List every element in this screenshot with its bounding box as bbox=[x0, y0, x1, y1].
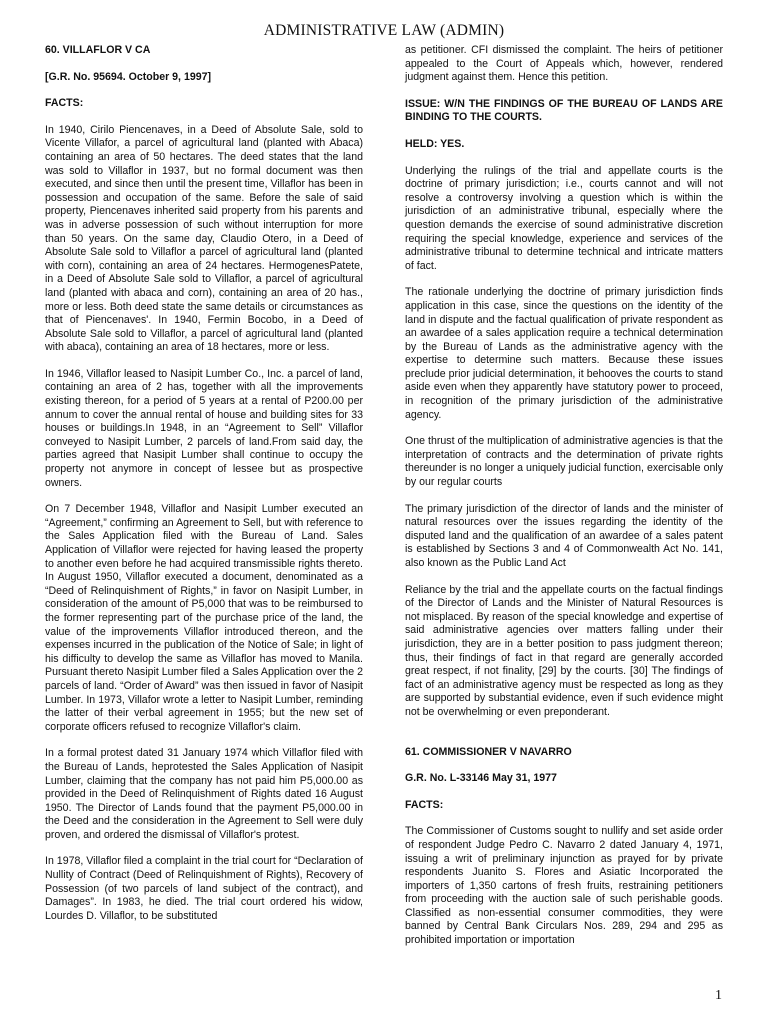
issue-heading: ISSUE: W/N THE FINDINGS OF THE BUREAU OF LANDS ARE BINDING TO THE COURTS. bbox=[405, 97, 723, 124]
left-column bbox=[45, 44, 363, 923]
case-citation: [G.R. No. 95694. October 9, 1997] bbox=[45, 70, 212, 83]
facts-paragraph: In 1946, Villaflor leased to Nasipit Lumber Co., Inc. a parcel of land, containing an area of 2 has, together with all the improvements existing thereon, for a period of 5 years at a rental of P200.00 per annum to cover the annual rental of house and building sites for 33 houses or buildings.In 1948, in an “Agreement to Sell” Villaflor conveyed to Nasipit Lumber, 2 parcels of land.From said day, the parties agreed that Nasipit Lumber shall continue to occupy the property not anymore in concept of lessee but as prospective owners. bbox=[45, 367, 363, 489]
ruling-paragraph: The primary jurisdiction of the director of lands and the minister of natural resources over the issues regarding the identity of the disputed land and the qualification of an awardee of a sales patent is established by Sections 3 and 4 of Commonwealth Act No. 141, also known as the Public Land Act bbox=[405, 502, 723, 569]
case2-facts-label: FACTS: bbox=[405, 798, 444, 811]
case2-heading: 61. COMMISSIONER V NAVARRO bbox=[405, 745, 572, 758]
facts-paragraph: On 7 December 1948, Villaflor and Nasipit Lumber executed an “Agreement,” confirming an Agreement to Sell, but with reference to the Sales Application filed with the Bureau of Land. Sales Application of Villaflor were rejected for having leased the property to another even before he had acquired transmissible rights thereto. In August 1950, Villaflor executed a document, denominated as a “Deed of Relinquishment of Rights,” in favor on Nasipit Lumber, in consideration of the amount of P5,000 that was to be reimbursed to the former representing part of the purchase price of the land, the value of the improvements Villaflor introduced thereon, and the expenses incurred in the publication of the Notice of Sale; in light of his difficulty to develop the same as Villaflor has moved to Manila. Pursuant thereto Nasipit Lumber filed a Sales Application over the 2 parcels of land. “Order of Award” was then issued in favor of Nasipit Lumber. In 1973, Villafor wrote a letter to Nasipit Lumber, reminding the latter of their verbal agreement in 1955; but the new set of corporate officers refused to recognize Villaflor's claim. bbox=[45, 503, 364, 733]
facts-label: FACTS: bbox=[45, 97, 84, 110]
case2-citation: G.R. No. L-33146 May 31, 1977 bbox=[405, 772, 557, 785]
ruling-paragraph: One thrust of the multiplication of administrative agencies is that the interpretation of contracts and the determination of private rights thereunder is no longer a uniquely judicial function, exercisable only by our regular courts bbox=[405, 435, 723, 489]
case-heading: 60. VILLAFLOR V CA bbox=[45, 44, 151, 56]
ruling-paragraph: The rationale underlying the doctrine of primary jurisdiction finds application in this case, since the questions on the identity of the land in dispute and the factual qualification of private respondent as an awardee of a sales application require a technical determination by the Bureau of Lands as the administrative agency with the expertise to determine such matters. Because these issues preclude prior judicial determination, it behooves the courts to stand aside even when they apparently have statutory power to proceed, in recognition of the primary jurisdiction of the administrative agency. bbox=[405, 286, 723, 421]
page-number: 1 bbox=[715, 988, 722, 1003]
facts-paragraph: In 1978, Villaflor filed a complaint in the trial court for “Declaration of Nullity of Contract (Deed of Relinquishment of Rights), Recovery of Possession (of two parcels of land subject of the contract), and Damages”. In 1983, he died. The trial court ordered his widow, Lourdes D. Villaflor, to be substituted bbox=[45, 855, 363, 922]
case2-facts-paragraph: The Commissioner of Customs sought to nullify and set aside order of respondent Judge Pedro C. Navarro 2 dated January 4, 1971, issuing a writ of preliminary injunction as prayed for by private respondents Juanito S. Flores and Asiatic Incorporated the importers of 1,350 cartons of fresh fruits, restraining petitioners from proceeding with the auction sale of such perishable goods. Classified as non-essential consumer commodities, they were banned by Central Bank Circulars Nos. 289, 294 and 295 as prohibited importation or importation bbox=[405, 825, 723, 947]
facts-paragraph: In 1940, Cirilo Piencenaves, in a Deed of Absolute Sale, sold to Vicente Villafor, a parcel of agricultural land (planted with Abaca) containing an area of 50 hectares. The deed states that the land was sold to Villaflor in 1937, but no formal document was then executed, and since then until the present time, Villaflor has been in possession and occupation of the same. Before the sale of said property, Piencenaves inherited said property from his parents and was in adverse possession of such without interruption for more than 50 years. On the same day, Claudio Otero, in a Deed of Absolute Sale sold to Villaflor a parcel of agricultural land (planted with corn), containing an area of 24 hectares. HermogenesPatete, in a Deed of Absolute Sale sold to Villaflor, a parcel of agricultural land (planted with abaca and corn), containing an area of 20 has., more or less. Both deed state the same details or circumstances as that of Piencenaves'. In 1940, Fermin Bocobo, in a Deed of Absolute Sale sold to Villaflor, a parcel of agricultural land (planted with abaca), containing an area of 18 hectares, more or less. bbox=[45, 123, 363, 354]
ruling-paragraph: Reliance by the trial and the appellate courts on the factual findings of the Director of Lands and the Minister of Natural Resources is not misplaced. By reason of the special knowledge and expertise of said administrative agencies over matters falling under their jurisdiction, they are in a better position to pass judgment thereon; thus, their findings of fact in that regard are generally accorded great respect, if not finality, [29] by the courts. [30] The findings of fact of an administrative agency must be respected as long as they are supported by substantial evidence, even if such evidence might not be overwhelming or even preponderant. bbox=[405, 583, 723, 718]
ruling-paragraph: Underlying the rulings of the trial and appellate courts is the doctrine of primary jurisdiction; i.e., courts cannot and will not resolve a controversy involving a question which is within the jurisdiction of an administrative tribunal, especially where the question demands the exercise of sound administrative discretion requiring the special knowledge, experience and services of the administrative tribunal to determine technical and intricate matters of fact. bbox=[405, 164, 723, 272]
held-heading: HELD: YES. bbox=[405, 137, 465, 150]
right-column bbox=[405, 44, 723, 948]
document-title: ADMINISTRATIVE LAW (ADMIN) bbox=[263, 22, 505, 39]
facts-paragraph: In a formal protest dated 31 January 1974 which Villaflor filed with the Bureau of Lands, heprotested the Sales Application of Nasipit Lumber, claiming that the company has not paid him P5,000.00 as provided in the Deed of Relinquishment of Rights dated 16 August 1950. The Director of Lands found that the payment P5,000.00 in the Deed and the consideration in the Agreement to Sell were duly proven, and ordered the dismissal of Villaflor's protest. bbox=[45, 747, 363, 841]
continuation-paragraph: as petitioner. CFI dismissed the complaint. The heirs of petitioner appealed to the Court of Appeals which, however, rendered judgment against them. Hence this petition. bbox=[405, 44, 723, 84]
